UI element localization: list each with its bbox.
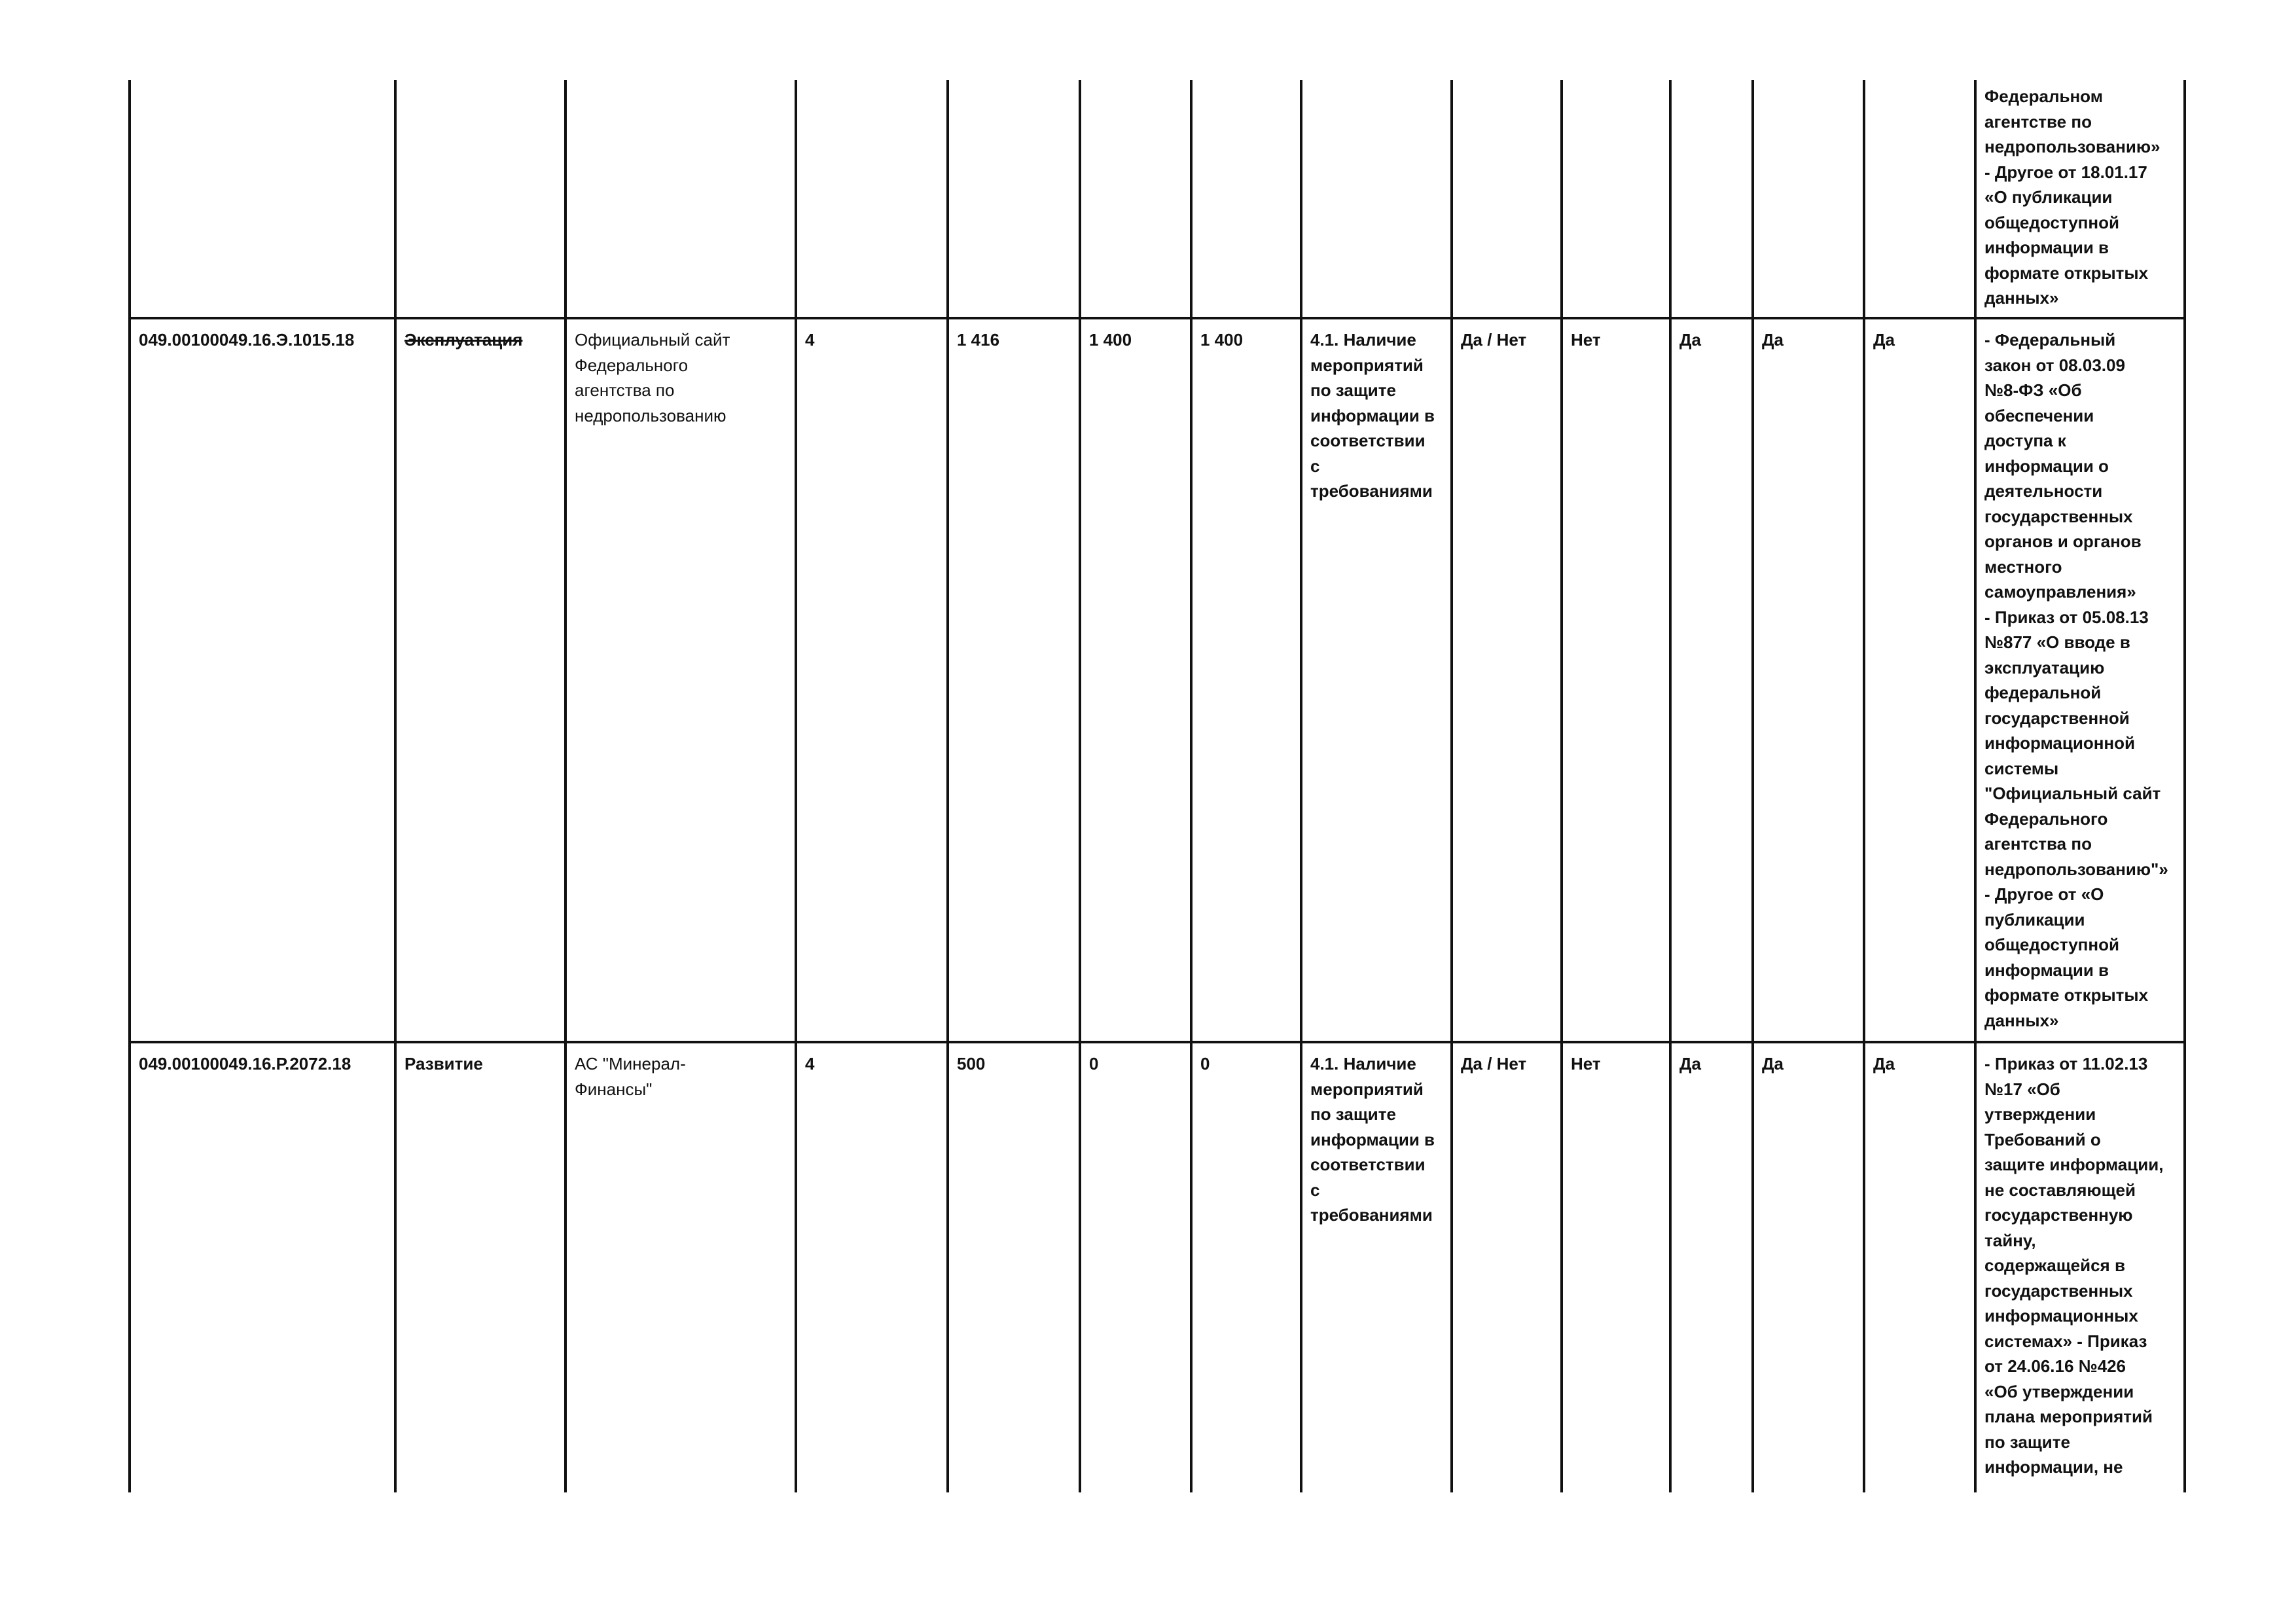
value-1-cell: Нет — [1562, 318, 1670, 1042]
option-cell: Да / Нет — [1452, 318, 1562, 1042]
table-row — [130, 80, 2185, 318]
measure-cell — [1301, 80, 1452, 318]
measure-cell: 4.1. Наличие мероприятий по защите информации в соответствии с требованиями — [1301, 1042, 1452, 1492]
stage-cell: Развитие — [395, 1042, 565, 1492]
class-cell: 4 — [796, 1042, 948, 1492]
amount-1-cell: 500 — [948, 1042, 1080, 1492]
value-3-cell: Да — [1753, 1042, 1864, 1492]
code-cell: 049.00100049.16.Э.1015.18 — [130, 318, 395, 1042]
table-row — [130, 1042, 2185, 1492]
amount-3-cell: 1 400 — [1191, 318, 1301, 1042]
amount-1-cell: 1 416 — [948, 318, 1080, 1042]
value-1-cell — [1562, 80, 1670, 318]
measure-cell: 4.1. Наличие мероприятий по защите информации в соответствии с требованиями — [1301, 318, 1452, 1042]
amount-3-cell: 0 — [1191, 1042, 1301, 1492]
amount-1-cell — [948, 80, 1080, 318]
value-4-cell: Да — [1864, 318, 1975, 1042]
amount-2-cell: 0 — [1080, 1042, 1191, 1492]
value-3-cell — [1753, 80, 1864, 318]
code-cell — [130, 80, 395, 318]
table-row — [130, 318, 2185, 1042]
documents-cell: Федеральном агентстве по недропользованию» - Другое от 18.01.17 «О публикации общедоступной информации в формате открытых данных» — [1975, 80, 2185, 318]
value-3-cell: Да — [1753, 318, 1864, 1042]
option-cell: Да / Нет — [1452, 1042, 1562, 1492]
amount-2-cell: 1 400 — [1080, 318, 1191, 1042]
value-2-cell: Да — [1670, 1042, 1753, 1492]
amount-3-cell — [1191, 80, 1301, 318]
code-cell: 049.00100049.16.Р.2072.18 — [130, 1042, 395, 1492]
option-cell — [1452, 80, 1562, 318]
documents-cell: - Федеральный закон от 08.03.09 №8-ФЗ «Об обеспечении доступа к информации о деятельности государственных органов и органов местного самоуправления» - Приказ от 05.08.13 №877 «О вводе в эксплуатацию федеральной государственной информационной системы "Официальный сайт Федерального агентства по недропользованию"» - Другое от «О публикации общедоступной информации в формате открытых данных» — [1975, 318, 2185, 1042]
registry-table — [128, 80, 2186, 1492]
stage-cell — [395, 80, 565, 318]
system-name-cell: Официальный сайт Федерального агентства по недропользованию — [565, 318, 796, 1042]
amount-2-cell — [1080, 80, 1191, 318]
documents-cell: - Приказ от 11.02.13 №17 «Об утверждении Требований о защите информации, не составляющей государственную тайну, содержащейся в государственных информационных системах» - Приказ от 24.06.16 №426 «Об утверждении плана мероприятий по защите информации, не — [1975, 1042, 2185, 1492]
system-name-cell: АС "Минерал- Финансы" — [565, 1042, 796, 1492]
class-cell — [796, 80, 948, 318]
system-name-cell — [565, 80, 796, 318]
value-1-cell: Нет — [1562, 1042, 1670, 1492]
value-2-cell — [1670, 80, 1753, 318]
value-4-cell — [1864, 80, 1975, 318]
class-cell: 4 — [796, 318, 948, 1042]
value-4-cell: Да — [1864, 1042, 1975, 1492]
value-2-cell: Да — [1670, 318, 1753, 1042]
stage-cell: Эксплуатация — [395, 318, 565, 1042]
